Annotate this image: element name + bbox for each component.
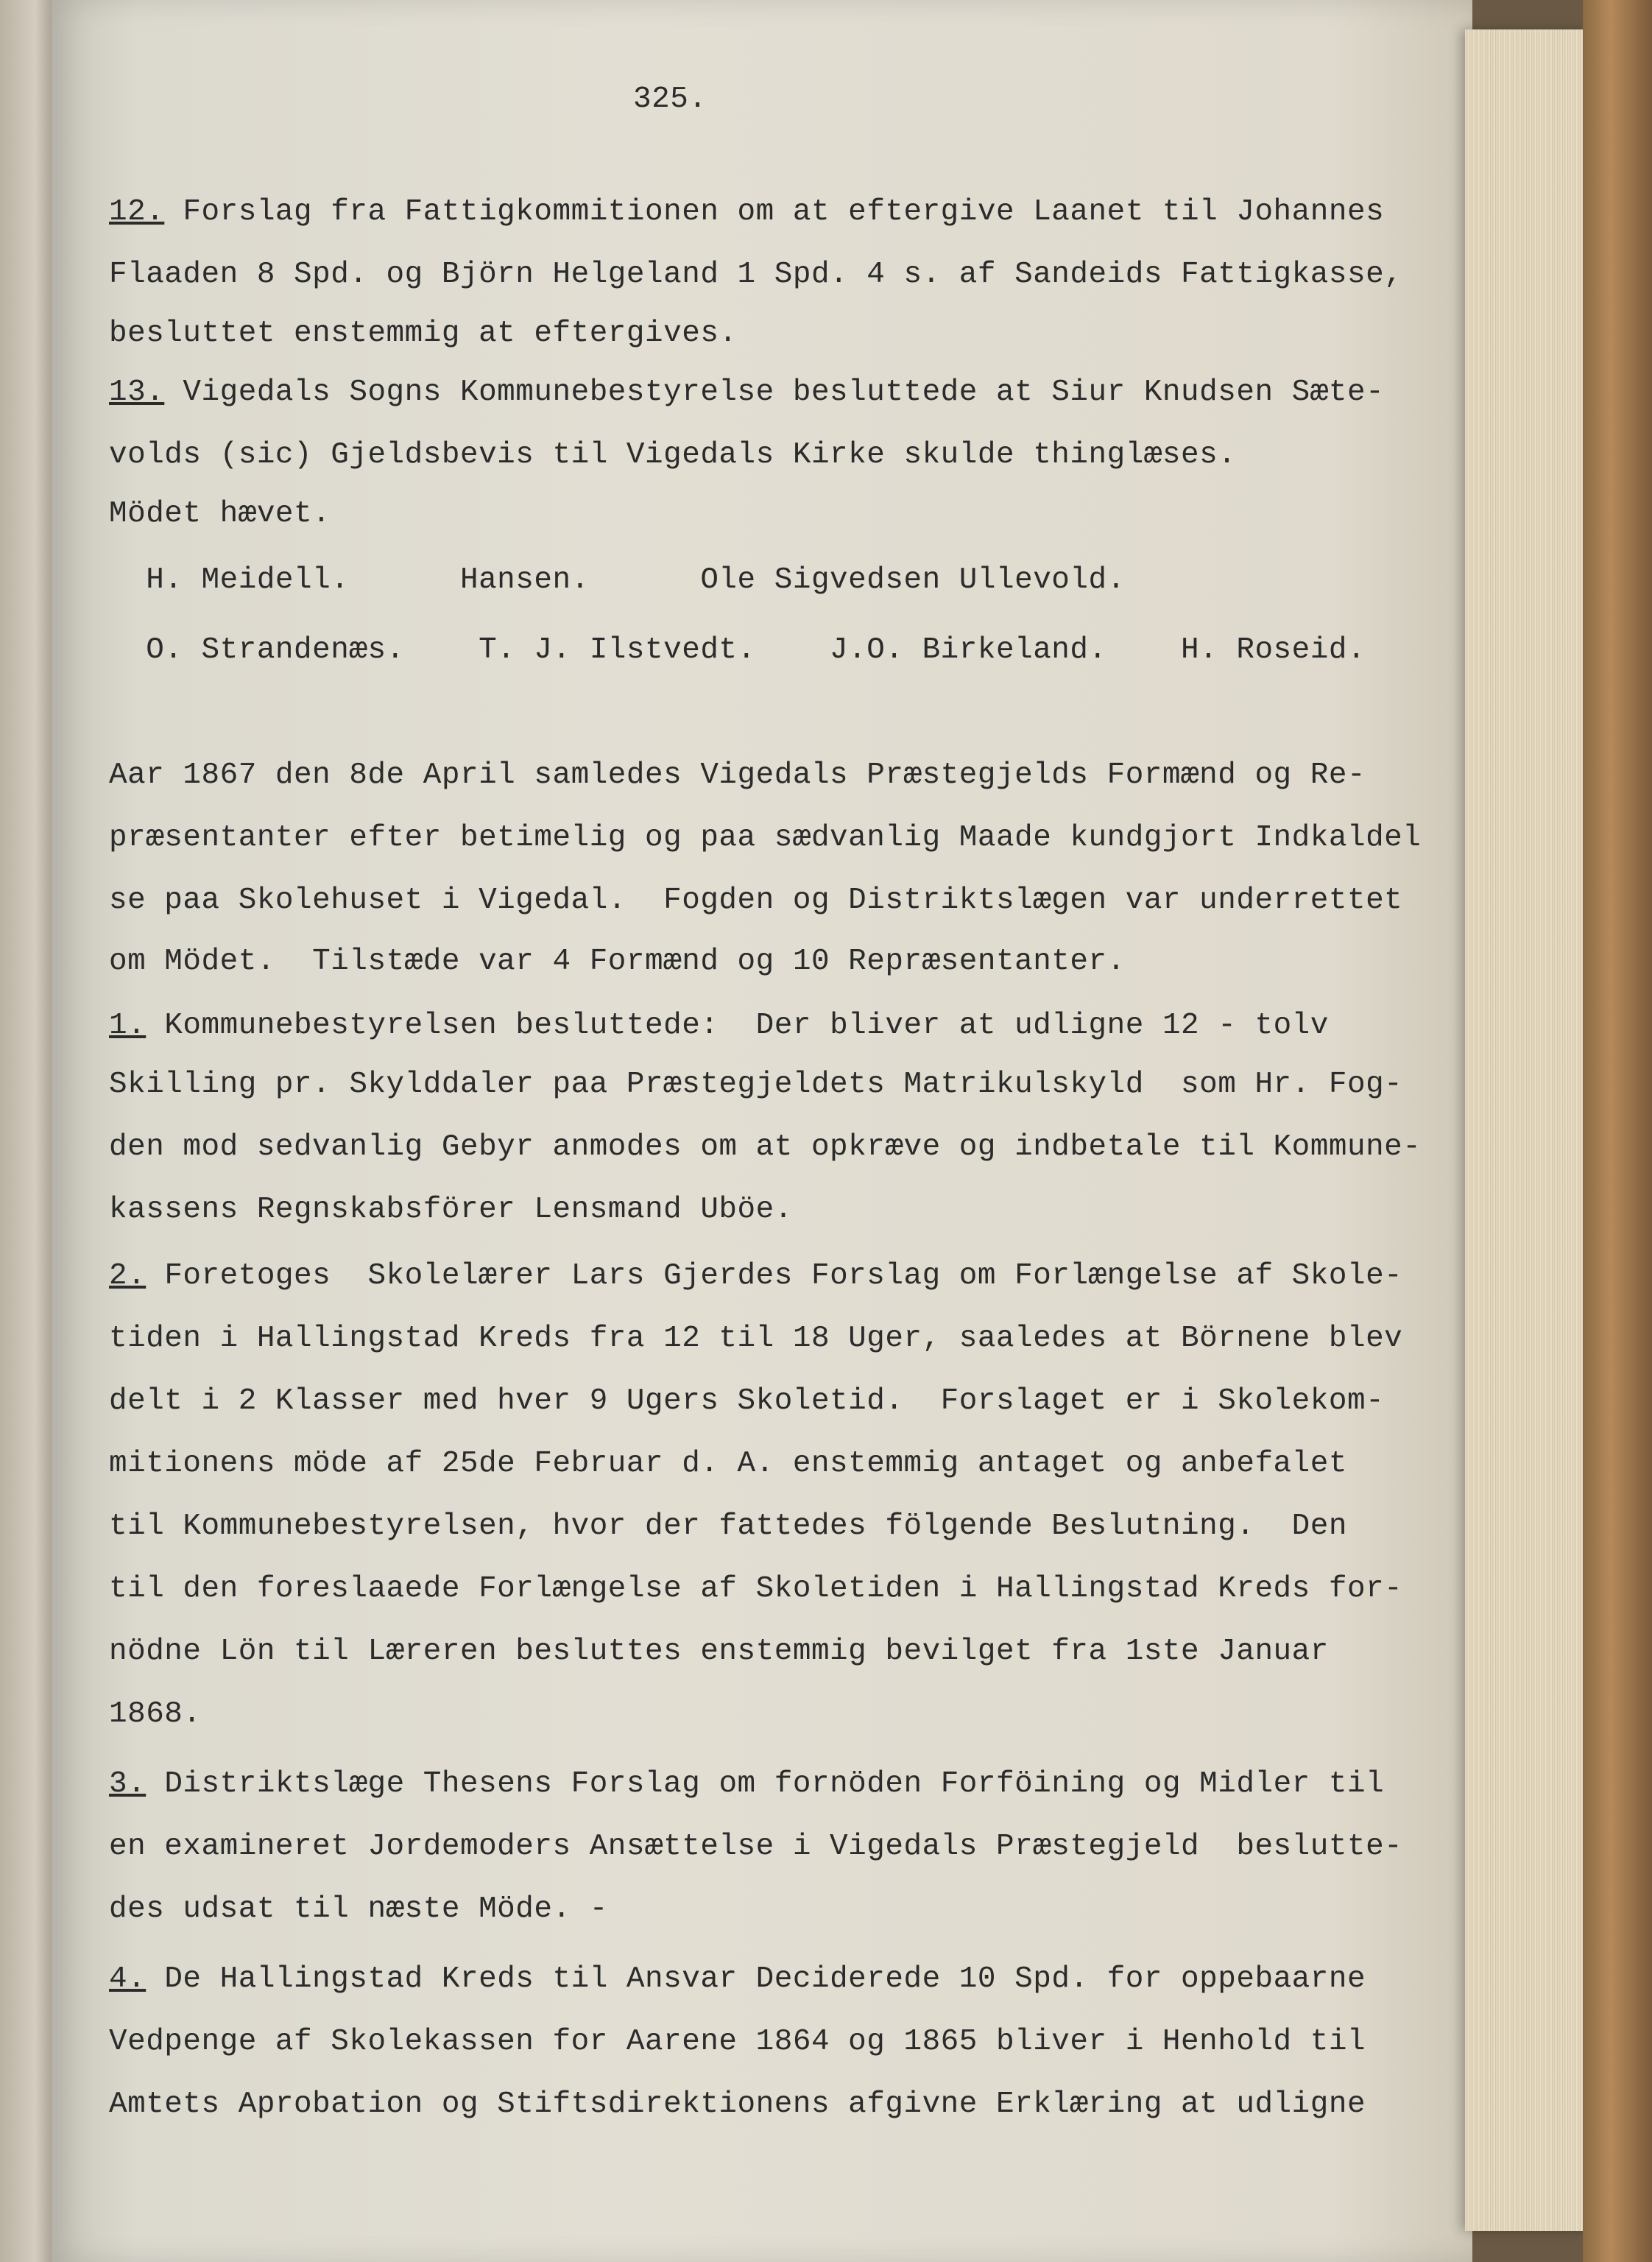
text-line: volds (sic) Gjeldsbevis til Vigedals Kirke skulde thinglæses. (109, 438, 1237, 472)
text-line: kassens Regnskabsförer Lensmand Uböe. (109, 1193, 793, 1227)
item-number: 12. (109, 195, 165, 229)
text-line: se paa Skolehuset i Vigedal. Fogden og Distriktslægen var underrettet (109, 884, 1403, 917)
text-line: Flaaden 8 Spd. og Björn Helgeland 1 Spd. 4 s. af Sandeids Fattigkasse, (109, 258, 1403, 292)
page-edges (1465, 29, 1590, 2231)
signature-line: H. Meidell. Hansen. Ole Sigvedsen Ullevold. (109, 563, 1126, 597)
text-line: 13. Vigedals Sogns Kommunebestyrelse besluttede at Siur Knudsen Sæte- (109, 376, 1385, 409)
text-line: til Kommunebestyrelsen, hvor der fattedes fölgende Beslutning. Den (109, 1509, 1347, 1543)
text-line: 2. Foretoges Skolelærer Lars Gjerdes Forslag om Forlængelse af Skole- (109, 1259, 1403, 1293)
text-line: Amtets Aprobation og Stiftsdirektionens afgivne Erklæring at udligne (109, 2087, 1366, 2121)
text-line: 12. Forslag fra Fattigkommitionen om at eftergive Laanet til Johannes (109, 195, 1385, 229)
item-number: 1. (109, 1009, 147, 1043)
text-line: Aar 1867 den 8de April samledes Vigedals Præstegjelds Formænd og Re- (109, 758, 1366, 792)
text-line: til den foreslaaede Forlængelse af Skoletiden i Hallingstad Kreds for- (109, 1572, 1403, 1606)
text-line: 1868. (109, 1697, 202, 1731)
text-line: mitionens möde af 25de Februar d. A. enstemmig antaget og anbefalet (109, 1447, 1347, 1481)
text-line: 4. De Hallingstad Kreds til Ansvar Deciderede 10 Spd. for oppebaarne (109, 1962, 1366, 1996)
text-line: delt i 2 Klasser med hver 9 Ugers Skoletid. Forslaget er i Skolekom- (109, 1384, 1385, 1418)
text-line: 3. Distriktslæge Thesens Forslag om fornöden Forföining og Midler til (109, 1767, 1385, 1801)
item-number: 3. (109, 1767, 147, 1801)
text-line: tiden i Hallingstad Kreds fra 12 til 18 Uger, saaledes at Börnene blev (109, 1322, 1403, 1356)
text-line: den mod sedvanlig Gebyr anmodes om at opkræve og indbetale til Kommune- (109, 1130, 1422, 1164)
signature-line: O. Strandenæs. T. J. Ilstvedt. J.O. Birkeland. H. Roseid. (109, 633, 1366, 667)
page-number: 325. (633, 82, 707, 116)
text-line: præsentanter efter betimelig og paa sædvanlig Maade kundgjort Indkaldel (109, 821, 1422, 855)
text-line: Skilling pr. Skylddaler paa Præstegjeldets Matrikulskyld som Hr. Fog- (109, 1068, 1403, 1102)
text-line: en examineret Jordemoders Ansættelse i Vigedals Præstegjeld beslutte- (109, 1830, 1403, 1864)
item-number: 2. (109, 1259, 147, 1293)
text-line: nödne Lön til Læreren besluttes enstemmig bevilget fra 1ste Januar (109, 1635, 1329, 1669)
text-line: 1. Kommunebestyrelsen besluttede: Der bliver at udligne 12 - tolv (109, 1009, 1329, 1043)
facing-page-edge (0, 0, 59, 2262)
text-line: besluttet enstemmig at eftergives. (109, 317, 738, 350)
item-number: 4. (109, 1962, 147, 1996)
item-number: 13. (109, 376, 165, 409)
text-line: Mödet hævet. (109, 497, 331, 531)
text-line: Vedpenge af Skolekassen for Aarene 1864 og 1865 bliver i Henhold til (109, 2025, 1366, 2059)
text-line: des udsat til næste Möde. - (109, 1892, 608, 1926)
book-spine (1583, 0, 1652, 2262)
text-line: om Mödet. Tilstæde var 4 Formænd og 10 Repræsentanter. (109, 945, 1126, 979)
